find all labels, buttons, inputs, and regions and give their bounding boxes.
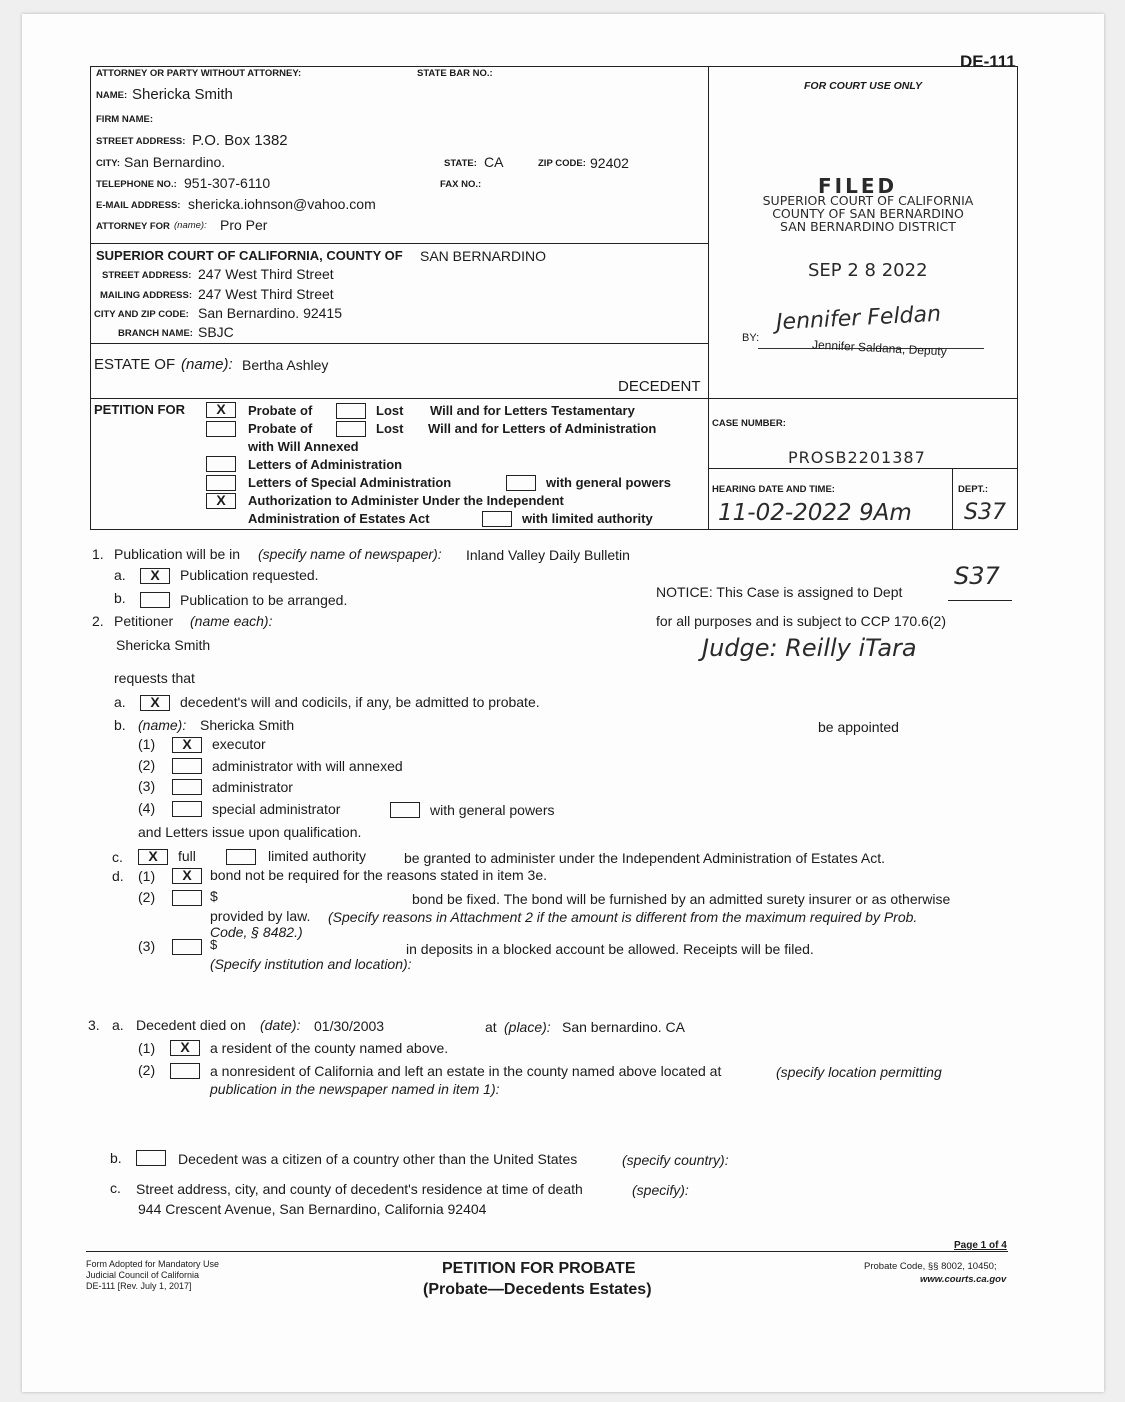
full-authority-checkbox[interactable]: X (138, 849, 168, 865)
item2b-letter: b. (114, 717, 126, 733)
nonresident-line2: publication in the newspaper named in item 1): (210, 1081, 500, 1097)
attorney-for-value: Pro Per (220, 217, 268, 233)
probate-of-label-2: Probate of (248, 421, 313, 436)
city-label: CITY: (96, 158, 121, 169)
email-value: shericka.iohnson@vahoo.com (188, 196, 376, 212)
court-branch-label: BRANCH NAME: (118, 328, 193, 339)
item2-number: 2. (92, 613, 104, 629)
item2c-letter: c. (112, 849, 123, 865)
filed-stamp-by: BY: (742, 332, 760, 344)
at-label: at (485, 1019, 497, 1035)
residence-hint: (specify): (632, 1182, 689, 1198)
dept-label: DEPT.: (958, 484, 989, 495)
letters-administration-checkbox[interactable] (206, 456, 236, 472)
foreign-citizen-checkbox[interactable] (136, 1150, 166, 1166)
administrator-label: administrator (212, 779, 293, 795)
footer-right-1: Probate Code, §§ 8002, 10450; (864, 1261, 997, 1272)
limited-authority-label: with limited authority (522, 511, 653, 526)
item1b-letter: b. (114, 590, 126, 606)
page-number: Page 1 of 4 (954, 1240, 1007, 1251)
email-label: E-MAIL ADDRESS: (96, 200, 181, 211)
lost-label-1: Lost (376, 403, 404, 418)
will-testamentary-label: Will and for Letters Testamentary (430, 403, 635, 418)
court-mailing-value: 247 West Third Street (198, 286, 334, 302)
estate-name: Bertha Ashley (242, 357, 329, 373)
fax-label: FAX NO.: (440, 179, 482, 190)
notice-line2: for all purposes and is subject to CCP 170.6(2) (656, 613, 947, 629)
court-cityzip-label: CITY AND ZIP CODE: (94, 309, 189, 320)
special-admin-checkbox[interactable] (172, 801, 202, 817)
street-value: P.O. Box 1382 (192, 132, 288, 149)
item2c-text: be granted to administer under the Independent Administration of Estates Act. (404, 850, 885, 866)
case-number-label: CASE NUMBER: (712, 418, 786, 429)
zip-value: 92402 (590, 155, 629, 171)
hearing-divider (708, 468, 1018, 469)
place-hint: (place): (504, 1019, 551, 1035)
general-powers-label: with general powers (546, 475, 671, 490)
limited-authority-2-checkbox[interactable] (226, 849, 256, 865)
appointee-name: Shericka Smith (200, 717, 295, 733)
limited-authority-checkbox[interactable] (482, 511, 512, 527)
letters-issue-label: and Letters issue upon qualification. (138, 824, 362, 840)
phone-label: TELEPHONE NO.: (96, 179, 177, 190)
court-street-value: 247 West Third Street (198, 266, 334, 282)
blocked-account-checkbox[interactable] (172, 939, 202, 955)
will-administration-label: Will and for Letters of Administration (428, 421, 657, 436)
stamp-line-3: SAN BERNARDINO DISTRICT (780, 219, 956, 234)
petitioner-name: Shericka Smith (116, 637, 211, 653)
estate-label: ESTATE OF (94, 356, 176, 373)
residence-address: 944 Crescent Avenue, San Bernardino, California 92404 (138, 1201, 487, 1217)
bond-provided-by-law: provided by law. (210, 908, 311, 924)
zip-label: ZIP CODE: (538, 158, 586, 169)
letters-special-label: Letters of Special Administration (248, 475, 452, 490)
court-use-label: FOR COURT USE ONLY (804, 80, 923, 92)
nonresident-hint: (specify location permitting (776, 1064, 942, 1080)
special-general-powers-checkbox[interactable] (390, 802, 420, 818)
attorney-label: ATTORNEY OR PARTY WITHOUT ATTORNEY: (96, 68, 302, 79)
foreign-citizen-hint: (specify country): (622, 1152, 729, 1168)
requests-that: requests that (114, 670, 195, 686)
dept-value: S37 (964, 500, 1006, 525)
with-will-annexed-label: with Will Annexed (248, 439, 359, 454)
attorney-name: Shericka Smith (132, 86, 233, 103)
opt4-number: (4) (138, 800, 156, 816)
bond-fixed-text: bond be fixed. The bond will be furnished by an admitted surety insurer or as otherwise (412, 891, 951, 907)
d3-number: (3) (138, 938, 156, 954)
special-general-powers-label: with general powers (430, 802, 555, 818)
dept-divider (952, 468, 953, 530)
petitioner-hint: (name each): (190, 613, 273, 629)
stamp-line-2: COUNTY OF SAN BERNARDINO (772, 206, 964, 221)
item1-number: 1. (92, 546, 104, 562)
died-on-label: Decedent died on (136, 1017, 246, 1033)
footer-subtitle: (Probate—Decedents Estates) (423, 1281, 652, 1298)
admin-will-annexed-checkbox[interactable] (172, 758, 202, 774)
authorization-label: Authorization to Administer Under the Independent (248, 493, 564, 508)
footer-right-2: www.courts.ca.gov (920, 1274, 1007, 1285)
state-label: STATE: (444, 158, 477, 169)
bond-not-required-checkbox[interactable]: X (172, 868, 202, 884)
estate-divider (90, 343, 709, 344)
publication-requested-checkbox[interactable]: X (140, 568, 170, 584)
admin-will-annexed-label: administrator with will annexed (212, 758, 403, 774)
will-admitted-label: decedent's will and codicils, if any, be admitted to probate. (180, 694, 540, 710)
d2-number: (2) (138, 889, 156, 905)
death-place: San bernardino. CA (562, 1019, 685, 1035)
hearing-label: HEARING DATE AND TIME: (712, 484, 835, 495)
bond-code-ref: Code, § 8482.) (210, 924, 303, 940)
item1-text: Publication will be in (114, 546, 241, 562)
lost-will-checkbox-2[interactable] (336, 421, 366, 437)
item3c-letter: c. (110, 1180, 121, 1196)
will-admitted-checkbox[interactable]: X (140, 695, 170, 711)
caption-divider (708, 66, 709, 530)
item3a-letter: a. (112, 1017, 124, 1033)
court-divider (90, 243, 709, 244)
petition-for-label: PETITION FOR (94, 402, 185, 417)
petition-divider (90, 398, 1018, 399)
footer-rule (86, 1251, 1008, 1252)
probate-administration-checkbox[interactable] (206, 421, 236, 437)
lost-label-2: Lost (376, 421, 404, 436)
administrator-checkbox[interactable] (172, 779, 202, 795)
publication-requested-label: Publication requested. (180, 567, 319, 583)
footer-left-2: Judicial Council of California (86, 1270, 200, 1280)
probate-testamentary-checkbox[interactable]: X (206, 402, 236, 418)
court-cityzip-value: San Bernardino. 92415 (198, 305, 342, 321)
street-label: STREET ADDRESS: (96, 136, 186, 147)
resident-checkbox[interactable]: X (170, 1040, 200, 1056)
item2b-hint: (name): (138, 717, 187, 733)
estate-hint: (name): (181, 356, 233, 373)
death-date: 01/30/2003 (314, 1018, 385, 1034)
opt2-number: (2) (138, 757, 156, 773)
notice-dept-value: S37 (954, 562, 1000, 590)
stamp-line-1: SUPERIOR COURT OF CALIFORNIA (762, 193, 974, 208)
court-mailing-label: MAILING ADDRESS: (100, 290, 193, 301)
admin-estates-act-label: Administration of Estates Act (248, 511, 430, 526)
publication-arranged-label: Publication to be arranged. (180, 592, 348, 608)
probate-of-label-1: Probate of (248, 403, 313, 418)
opt3-number: (3) (138, 778, 156, 794)
judge-handwritten: Judge: Reilly iTara (702, 634, 917, 662)
foreign-citizen-label: Decedent was a citizen of a country other than the United States (178, 1151, 578, 1167)
footer-left (86, 1259, 219, 1292)
court-county: SAN BERNARDINO (420, 248, 547, 264)
footer-left-1: Form Adopted for Mandatory Use (86, 1259, 220, 1269)
item2d-letter: d. (112, 868, 124, 884)
letters-administration-label: Letters of Administration (248, 457, 403, 472)
court-street-label: STREET ADDRESS: (102, 270, 192, 281)
item1-hint: (specify name of newspaper): (258, 546, 442, 562)
nonresident-checkbox[interactable] (170, 1063, 200, 1079)
item3b-letter: b. (110, 1150, 122, 1166)
court-title: SUPERIOR COURT OF CALIFORNIA, COUNTY OF (96, 248, 403, 263)
case-number: PROSB2201387 (788, 448, 926, 467)
general-powers-checkbox[interactable] (506, 475, 536, 491)
executor-label: executor (212, 736, 266, 752)
filed-stamp-court (750, 194, 986, 233)
footer-title: PETITION FOR PROBATE (442, 1260, 636, 1277)
petitioner-label: Petitioner (114, 613, 174, 629)
state-bar-label: STATE BAR NO.: (417, 68, 493, 79)
nonresident-label: a nonresident of California and left an estate in the county named above located at (210, 1063, 722, 1079)
hearing-value: 11-02-2022 9Am (718, 500, 912, 526)
date-hint: (date): (260, 1017, 301, 1033)
special-admin-label: special administrator (212, 801, 341, 817)
limited-authority-2-label: limited authority (268, 848, 367, 864)
full-authority-label: full (178, 848, 196, 864)
bond-fixed-checkbox[interactable] (172, 890, 202, 906)
blocked-account-text: in deposits in a blocked account be allowed. Receipts will be filed. (406, 941, 814, 957)
a2-number: (2) (138, 1062, 156, 1078)
firm-label: FIRM NAME: (96, 114, 153, 125)
filed-stamp-title: FILED (818, 174, 898, 198)
be-appointed-label: be appointed (818, 719, 899, 735)
filed-stamp-date: SEP 2 8 2022 (808, 260, 928, 281)
opt1-number: (1) (138, 736, 156, 752)
d1-number: (1) (138, 868, 156, 884)
newspaper-name: Inland Valley Daily Bulletin (466, 547, 630, 563)
footer-left-3: DE-111 [Rev. July 1, 2017] (86, 1281, 192, 1291)
a1-number: (1) (138, 1040, 156, 1056)
authorization-checkbox[interactable]: X (206, 493, 236, 509)
attorney-for-hint: (name): (174, 220, 207, 231)
residence-label: Street address, city, and county of decedent's residence at time of death (136, 1181, 583, 1197)
name-label: NAME: (96, 90, 128, 101)
publication-arranged-checkbox[interactable] (140, 592, 170, 608)
bond-fixed-dollar: $ (210, 888, 218, 904)
blocked-account-dollar: $ (210, 937, 218, 952)
court-branch-value: SBJC (198, 324, 234, 340)
item2a-letter: a. (114, 694, 126, 710)
lost-will-checkbox-1[interactable] (336, 403, 366, 419)
city-value: San Bernardino. (124, 154, 226, 170)
bond-not-required-label: bond not be required for the reasons stated in item 3e. (210, 867, 547, 883)
document-page (22, 14, 1104, 1392)
item3-number: 3. (88, 1017, 100, 1033)
form-id: DE-111 (960, 52, 1016, 71)
deputy-signature: Jennifer Feldan (775, 301, 942, 336)
resident-label: a resident of the county named above. (210, 1040, 449, 1056)
notice-text: NOTICE: This Case is assigned to Dept (656, 584, 903, 600)
state-value: CA (484, 154, 504, 170)
item1a-letter: a. (114, 567, 126, 583)
deputy-name: Jennifer Saldana, Deputy (811, 337, 948, 359)
bond-specify-reasons: (Specify reasons in Attachment 2 if the amount is different from the maximum required by Prob. (328, 909, 918, 925)
phone-value: 951-307-6110 (184, 175, 271, 191)
letters-special-checkbox[interactable] (206, 475, 236, 491)
blocked-account-specify: (Specify institution and location): (210, 956, 412, 972)
attorney-for-label: ATTORNEY FOR (96, 221, 170, 232)
notice-dept-line (948, 600, 1012, 601)
executor-checkbox[interactable]: X (172, 737, 202, 753)
decedent-label: DECEDENT (618, 378, 701, 395)
